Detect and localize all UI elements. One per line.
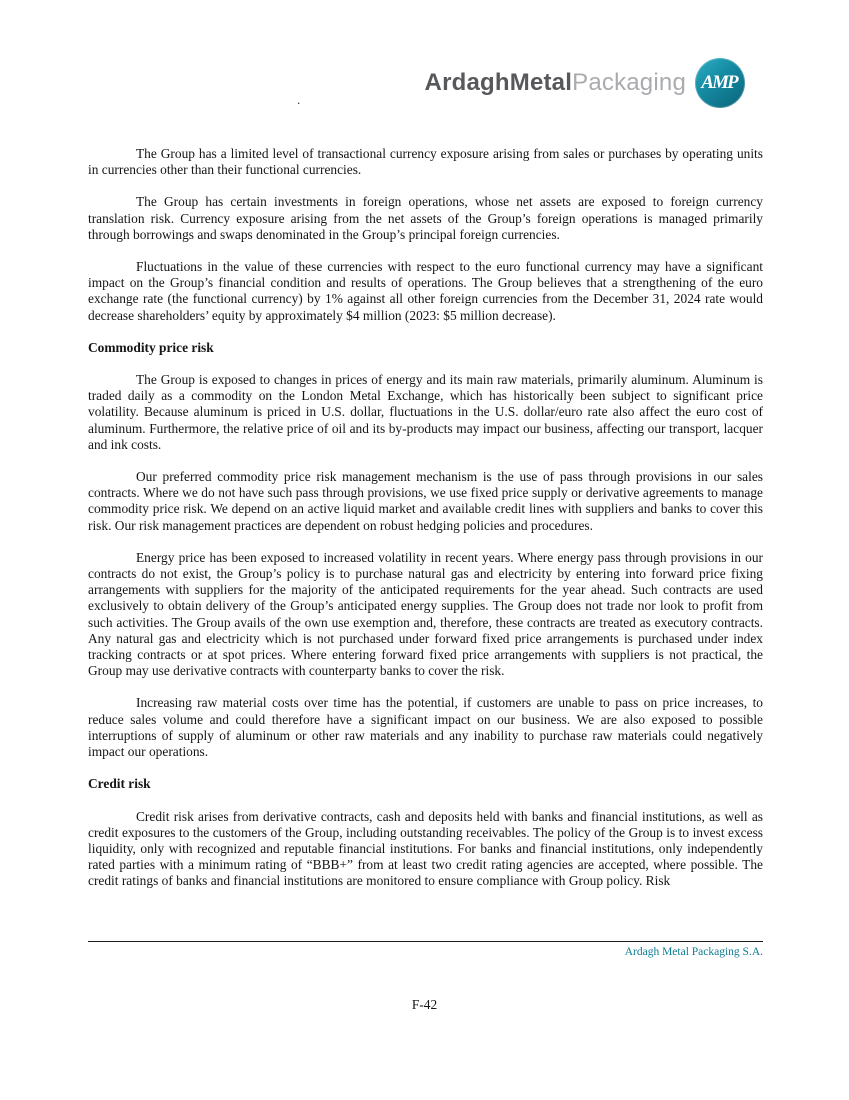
body-paragraph: The Group has certain investments in foreign operations, whose net assets are exposed to foreign currency translation risk. Currency exposure arising from the net assets of the Group’s foreign operations is managed primarily through borrowings and swaps denominated in the Group’s principal foreign currencies.: [88, 194, 763, 242]
logo-word-ardagh: Ardagh: [424, 69, 510, 96]
page-number: F-42: [411, 997, 438, 1012]
body-paragraph: Credit risk arises from derivative contracts, cash and deposits held with banks and financial institutions, as well as credit exposures to the customers of the Group, including outstanding receivables. The policy of the Group is to invest excess liquidity, only with recognized and reputable financial institutions. For banks and financial institutions, only independently rated parties with a minimum rating of “BBB+” from at least two credit rating agencies are accepted, where possible. The credit ratings of banks and financial institutions are monitored to ensure compliance with Group policy. Risk: [88, 808, 763, 889]
body-paragraph: The Group is exposed to changes in prices of energy and its main raw materials, primarily aluminum. Aluminum is traded daily as a commodity on the London Metal Exchange, which has historically been subject to significant price volatility. Because aluminum is priced in U.S. dollar, fluctuations in the U.S. dollar/euro rate also affect the euro cost of aluminum. Furthermore, the relative price of oil and its by-products may impact our business, affecting our transport, lacquer and ink costs.: [88, 372, 763, 452]
amp-monogram-icon: AMP: [695, 58, 745, 108]
body-paragraph: The Group has a limited level of transactional currency exposure arising from sales or purchases by operating units in currencies other than their functional currencies.: [88, 146, 763, 178]
footer-company-name: Ardagh Metal Packaging S.A.: [624, 946, 763, 958]
section-heading-credit-risk: Credit risk: [88, 776, 151, 792]
section-heading-commodity-price-risk: Commodity price risk: [88, 339, 214, 355]
body-paragraph: Increasing raw material costs over time has the potential, if customers are unable to pass on price increases, to reduce sales volume and could therefore have a significant impact on our business. We are also exposed to possible interruptions of supply of aluminum or other raw materials and any inability to purchase raw materials could negatively impact our operations.: [88, 695, 763, 760]
logo-word-metal: Metal: [509, 69, 573, 96]
body-paragraph: Fluctuations in the value of these currencies with respect to the euro functional currency may have a significant impact on the Group’s financial condition and results of operations. The Group believes that a strengthening of the euro exchange rate (the functional currency) by 1% against all other foreign currencies from the December 31, 2024 rate would decrease shareholders’ equity by approximately $4 million (2023: $5 million decrease).: [88, 259, 763, 323]
document-body: [88, 146, 763, 906]
logo-word-packaging: Packaging: [572, 69, 686, 96]
logo-wordmark: [425, 69, 686, 97]
body-paragraph: Our preferred commodity price risk management mechanism is the use of pass through provisions in our sales contracts. Where we do not have such pass through provisions, we use fixed price supply or derivative agreements to manage commodity price risk. We depend on an active liquid market and available credit lines with suppliers and banks to cover this risk. Our risk management practices are dependent on robust hedging policies and procedures.: [88, 469, 763, 533]
stray-period: .: [297, 92, 301, 107]
company-logo: [425, 58, 745, 108]
body-paragraph: Energy price has been exposed to increased volatility in recent years. Where energy pass through provisions in our contracts do not exist, the Group’s policy is to purchase natural gas and electricity by entering into forward price fixing arrangements with suppliers for the majority of the anticipated requirements for the year ahead. Such contracts are used exclusively to obtain delivery of the Group’s anticipated energy supplies. The Group does not trade nor look to profit from such activities. The Group avails of the own use exemption and, therefore, these contracts are treated as executory contracts. Any natural gas and electricity which is not purchased under forward fixed price arrangements is purchased under index tracking contracts or at spot prices. Where entering forward fixed price arrangements with suppliers is not practical, the Group may use derivative contracts with counterparty banks to cover the risk.: [88, 549, 763, 679]
footer-rule: [88, 941, 763, 942]
